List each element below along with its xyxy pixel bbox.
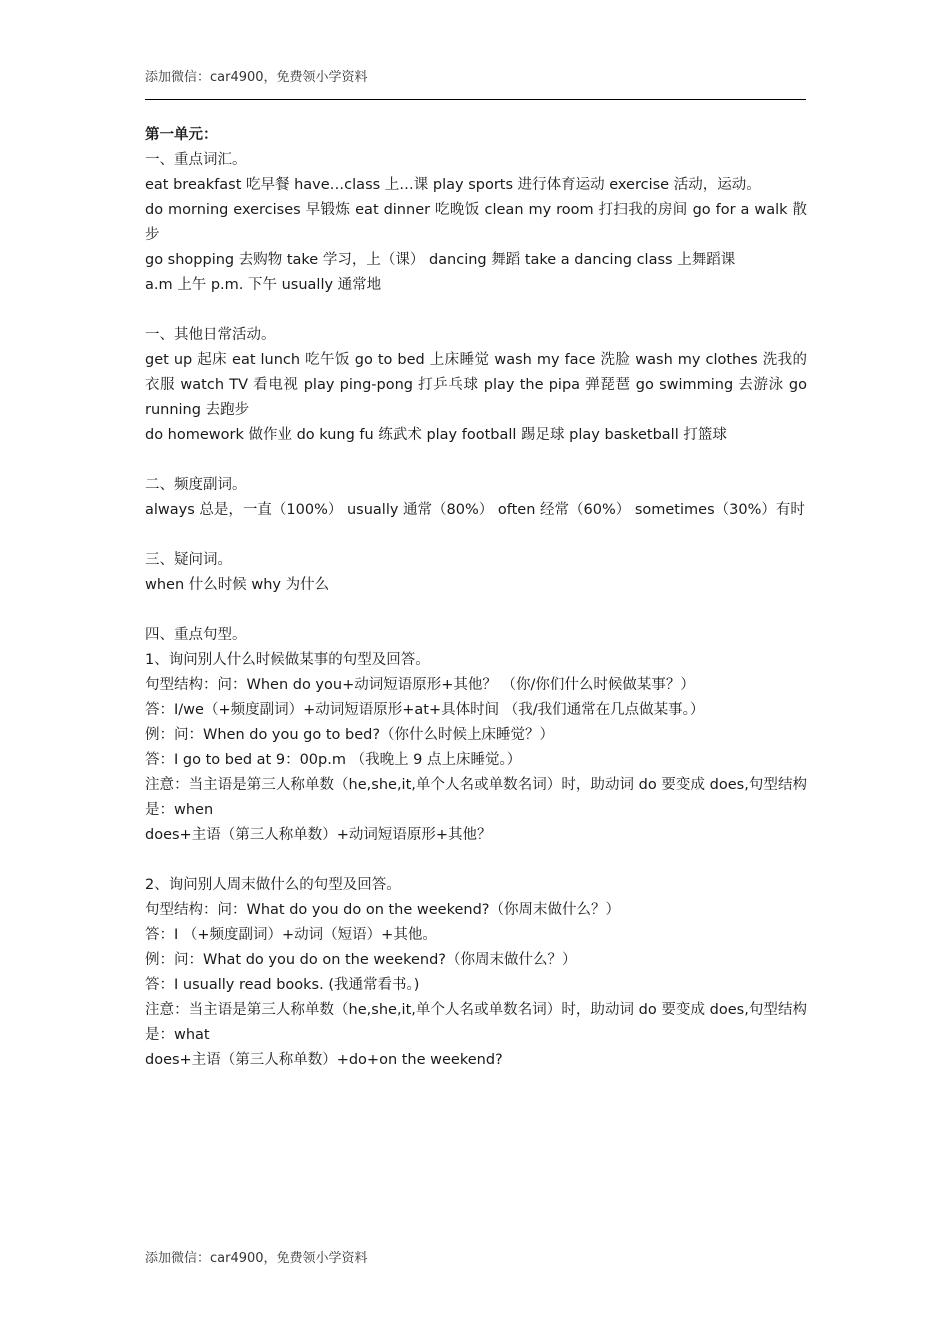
question-line: when 什么时候 why 为什么 — [145, 577, 330, 593]
vocab-heading: 一、重点词汇。 — [145, 152, 247, 168]
daily-heading: 一、其他日常活动。 — [145, 327, 276, 343]
vocab-line: do morning exercises 早锻炼 eat dinner 吃晚饭 clean my room 打扫我的房间 go for a walk 散步 — [145, 202, 807, 243]
page-header: 添加微信：car4900，免费领小学资料 — [145, 70, 368, 85]
sentence-structure: 句型结构：问：When do you+动词短语原形+其他？ （你/你们什么时候做某事？） — [145, 677, 695, 693]
sentence-structure: 句型结构：问：What do you do on the weekend?（你周末做什么？） — [145, 902, 620, 918]
vocab-line: a.m 上午 p.m. 下午 usually 通常地 — [145, 277, 382, 293]
sentences-heading: 四、重点句型。 — [145, 627, 247, 643]
sentence-answer: 答：I （+频度副词）+动词（短语）+其他。 — [145, 927, 437, 943]
sentence-example-question: 例：问：What do you do on the weekend?（你周末做什么？） — [145, 952, 577, 968]
freq-line: always 总是，一直（100%） usually 通常（80%） often 经常（60%） sometimes（30%）有时 — [145, 502, 805, 518]
page-footer: 添加微信：car4900，免费领小学资料 — [145, 1251, 368, 1266]
sentence-answer: 答：I/we（+频度副词）+动词短语原形+at+具体时间 （我/我们通常在几点做某事。） — [145, 702, 705, 718]
daily-line: get up 起床 eat lunch 吃午饭 go to bed 上床睡觉 wash my face 洗脸 wash my clothes 洗我的衣服 watch TV 看电视 play ping-pong 打乒乓球 play the pipa 弹琵琶 go swimming 去游泳 go running 去跑步 — [145, 352, 807, 418]
sentence-example-answer: 答：I usually read books. (我通常看书。) — [145, 977, 420, 993]
unit-title: 第一单元： — [145, 127, 218, 143]
sentence-title: 1、询问别人什么时候做某事的句型及回答。 — [145, 652, 430, 668]
sentence-note: 注意：当主语是第三人称单数（he,she,it,单个人名或单数名词）时，助动词 do 要变成 does,句型结构是：what — [145, 1002, 807, 1043]
sentence-note-continued: does+主语（第三人称单数）+do+on the weekend? — [145, 1052, 503, 1068]
question-heading: 三、疑问词。 — [145, 552, 232, 568]
header-divider — [145, 99, 806, 100]
vocab-line: go shopping 去购物 take 学习，上（课） dancing 舞蹈 take a dancing class 上舞蹈课 — [145, 252, 736, 268]
vocab-line: eat breakfast 吃早餐 have…class 上…课 play sports 进行体育运动 exercise 活动，运动。 — [145, 177, 761, 193]
sentence-example-question: 例：问：When do you go to bed?（你什么时候上床睡觉？） — [145, 727, 555, 743]
sentence-note: 注意：当主语是第三人称单数（he,she,it,单个人名或单数名词）时，助动词 do 要变成 does,句型结构是：when — [145, 777, 807, 818]
sentence-example-answer: 答：I go to bed at 9：00p.m （我晚上 9 点上床睡觉。） — [145, 752, 522, 768]
sentence-note-continued: does+主语（第三人称单数）+动词短语原形+其他？ — [145, 827, 492, 843]
sentence-title: 2、询问别人周末做什么的句型及回答。 — [145, 877, 401, 893]
freq-heading: 二、频度副词。 — [145, 477, 247, 493]
document-body — [145, 123, 807, 1073]
daily-line: do homework 做作业 do kung fu 练武术 play football 踢足球 play basketball 打篮球 — [145, 427, 727, 443]
